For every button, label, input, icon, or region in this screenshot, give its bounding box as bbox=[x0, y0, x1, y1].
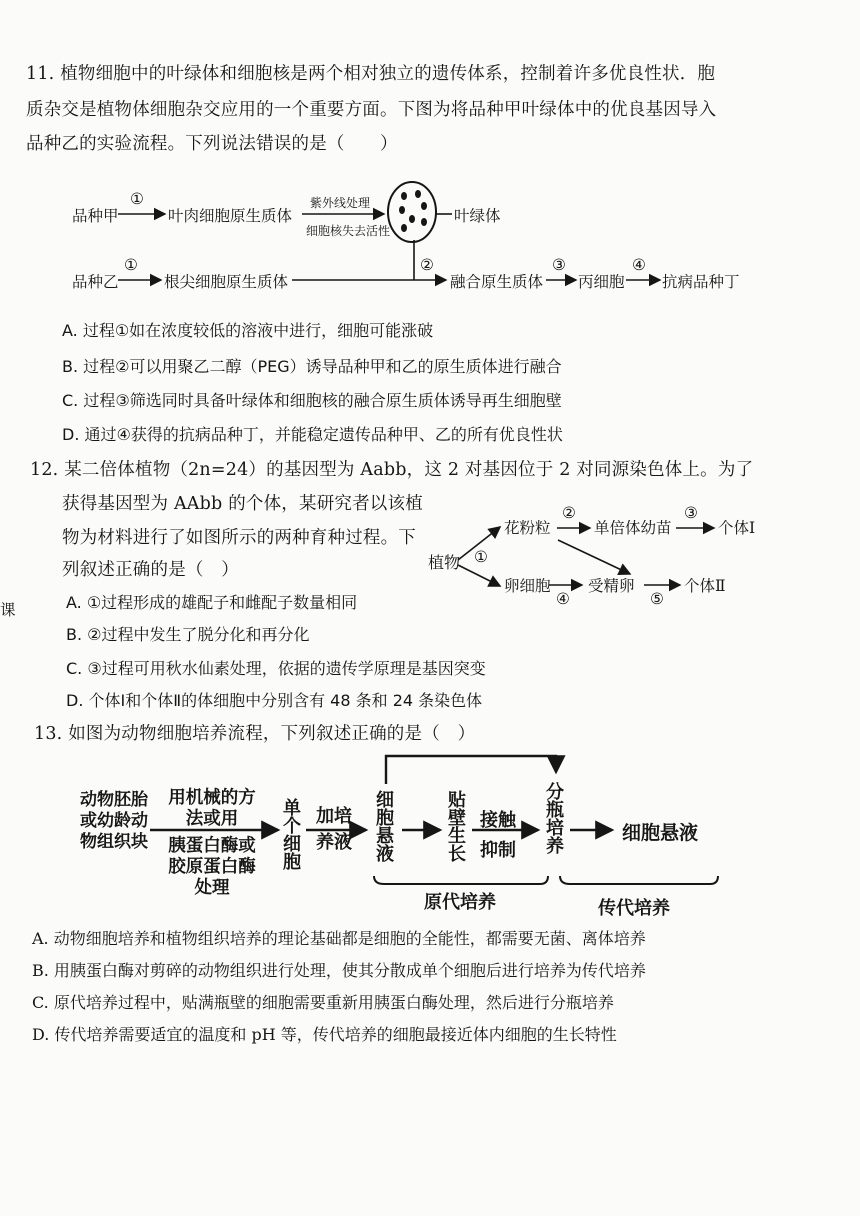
q13-subculture: 分瓶培养 bbox=[543, 782, 564, 854]
chloroplast-circle-icon bbox=[388, 182, 436, 242]
q13-stem: 13. 如图为动物细胞培养流程，下列叙述正确的是（ ） bbox=[34, 724, 476, 744]
q11-resistant: 抗病品种丁 bbox=[662, 273, 740, 291]
q13-single-cell: 单个细胞 bbox=[280, 798, 301, 870]
q11-option-d[interactable]: D. 通过④获得的抗病品种丁，并能稳定遗传品种甲、乙的所有优良性状 bbox=[62, 425, 563, 444]
q11-option-c[interactable]: C. 过程③筛选同时具备叶绿体和细胞核的融合原生质体诱导再生细胞壁 bbox=[62, 391, 562, 410]
q13-option-c[interactable]: C. 原代培养过程中，贴满瓶壁的细胞需要重新用胰蛋白酶处理，然后进行分瓶培养 bbox=[32, 993, 614, 1012]
q13-bracket-lines bbox=[374, 876, 718, 884]
q13-suspension: 细胞悬液 bbox=[373, 790, 394, 862]
q12-stem-line2: 获得基因型为 AAbb 的个体，某研究者以该植 bbox=[62, 494, 423, 514]
q13-cell-suspension: 细胞悬液 bbox=[622, 822, 699, 844]
q12-zygote: 受精卵 bbox=[588, 577, 635, 595]
q11-step2: ② bbox=[420, 256, 434, 274]
q13-add-medium: 加培养液 bbox=[316, 806, 352, 853]
q12-diagram-arrows bbox=[458, 527, 714, 586]
q12-pollen: 花粉粒 bbox=[504, 519, 551, 537]
q12-plant: 植物 bbox=[428, 553, 461, 572]
q11-option-b[interactable]: B. 过程②可以用聚乙二醇（PEG）诱导品种甲和乙的原生质体进行融合 bbox=[62, 357, 562, 376]
q13-passage-culture: 传代培养 bbox=[598, 898, 670, 919]
q13-option-b[interactable]: B. 用胰蛋白酶对剪碎的动物组织进行处理，使其分散成单个细胞后进行培养为传代培养 bbox=[32, 961, 646, 980]
q13-contact: 接触 bbox=[480, 810, 516, 831]
q13-mechanical: 用机械的方法或用 bbox=[168, 788, 256, 829]
q11-cell-c: 丙细胞 bbox=[578, 273, 625, 291]
q12-option-b[interactable]: B. ②过程中发生了脱分化和再分化 bbox=[66, 625, 310, 644]
margin-char: 课 bbox=[0, 601, 16, 619]
q12-step3: ③ bbox=[684, 504, 698, 522]
q11-chloroplast: 叶绿体 bbox=[454, 207, 501, 225]
q12-option-c[interactable]: C. ③过程可用秋水仙素处理，依据的遗传学原理是基因突变 bbox=[66, 659, 486, 678]
q13-tissue: 动物胚胎或幼龄动物组织块 bbox=[80, 790, 148, 852]
q11-step1a: ① bbox=[130, 190, 144, 208]
q12-step5: ⑤ bbox=[650, 590, 664, 608]
q12-step2: ② bbox=[562, 504, 576, 522]
q11-step3: ③ bbox=[552, 256, 566, 274]
q11-stem-line2: 质杂交是植物体细胞杂交应用的一个重要方面。下图为将品种甲叶绿体中的优良基因导入 bbox=[26, 100, 717, 120]
q12-stem-line3: 物为材料进行了如图所示的两种育种过程。下 bbox=[62, 528, 416, 548]
q11-stem-line1: 11. 植物细胞中的叶绿体和细胞核是两个相对独立的遗传体系，控制着许多优良性状．胞 bbox=[26, 64, 716, 84]
q13-option-d[interactable]: D. 传代培养需要适宜的温度和 pH 等，传代培养的细胞最接近体内细胞的生长特性 bbox=[32, 1025, 617, 1044]
q13-enzyme: 胰蛋白酶或胶原蛋白酶处理 bbox=[168, 836, 256, 898]
q12-step4: ④ bbox=[556, 590, 570, 608]
q12-individual-1: 个体Ⅰ bbox=[718, 519, 756, 537]
q11-step1b: ① bbox=[124, 256, 138, 274]
q11-step4: ④ bbox=[632, 256, 646, 274]
q12-egg: 卵细胞 bbox=[504, 577, 551, 595]
q13-option-a[interactable]: A. 动物细胞培养和植物组织培养的理论基础都是细胞的全能性，都需要无菌、离体培养 bbox=[32, 929, 646, 948]
q12-step1: ① bbox=[474, 548, 488, 566]
q11-mesophyll: 叶肉细胞原生质体 bbox=[168, 207, 293, 225]
q11-option-a[interactable]: A. 过程①如在浓度较低的溶液中进行，细胞可能涨破 bbox=[62, 321, 434, 340]
q12-haploid: 单倍体幼苗 bbox=[594, 519, 672, 537]
q11-stem-line3: 品种乙的实验流程。下列说法错误的是（ ） bbox=[26, 134, 398, 154]
q12-individual-2: 个体Ⅱ bbox=[684, 577, 726, 595]
q13-inhibition: 抑制 bbox=[480, 840, 516, 861]
q11-fused: 融合原生质体 bbox=[450, 273, 544, 291]
q13-primary-culture: 原代培养 bbox=[424, 892, 496, 913]
q12-option-a[interactable]: A. ①过程形成的雄配子和雌配子数量相同 bbox=[66, 593, 358, 612]
q11-uv: 紫外线处理 bbox=[310, 196, 371, 210]
q12-stem-line4: 列叙述正确的是（ ） bbox=[62, 560, 239, 580]
q11-root-tip: 根尖细胞原生质体 bbox=[164, 273, 289, 291]
q12-stem-line1: 12. 某二倍体植物（2n=24）的基因型为 Aabb，这 2 对基因位于 2 对同源染色体上。为了 bbox=[30, 460, 754, 480]
q11-nucleus-inactive: 细胞核失去活性 bbox=[306, 224, 391, 238]
q12-option-d[interactable]: D. 个体Ⅰ和个体Ⅱ的体细胞中分别含有 48 条和 24 条染色体 bbox=[66, 691, 483, 710]
q11-variety-a: 品种甲 bbox=[72, 207, 119, 225]
q11-variety-b: 品种乙 bbox=[72, 273, 119, 291]
q13-adherent: 贴壁生长 bbox=[445, 790, 466, 862]
